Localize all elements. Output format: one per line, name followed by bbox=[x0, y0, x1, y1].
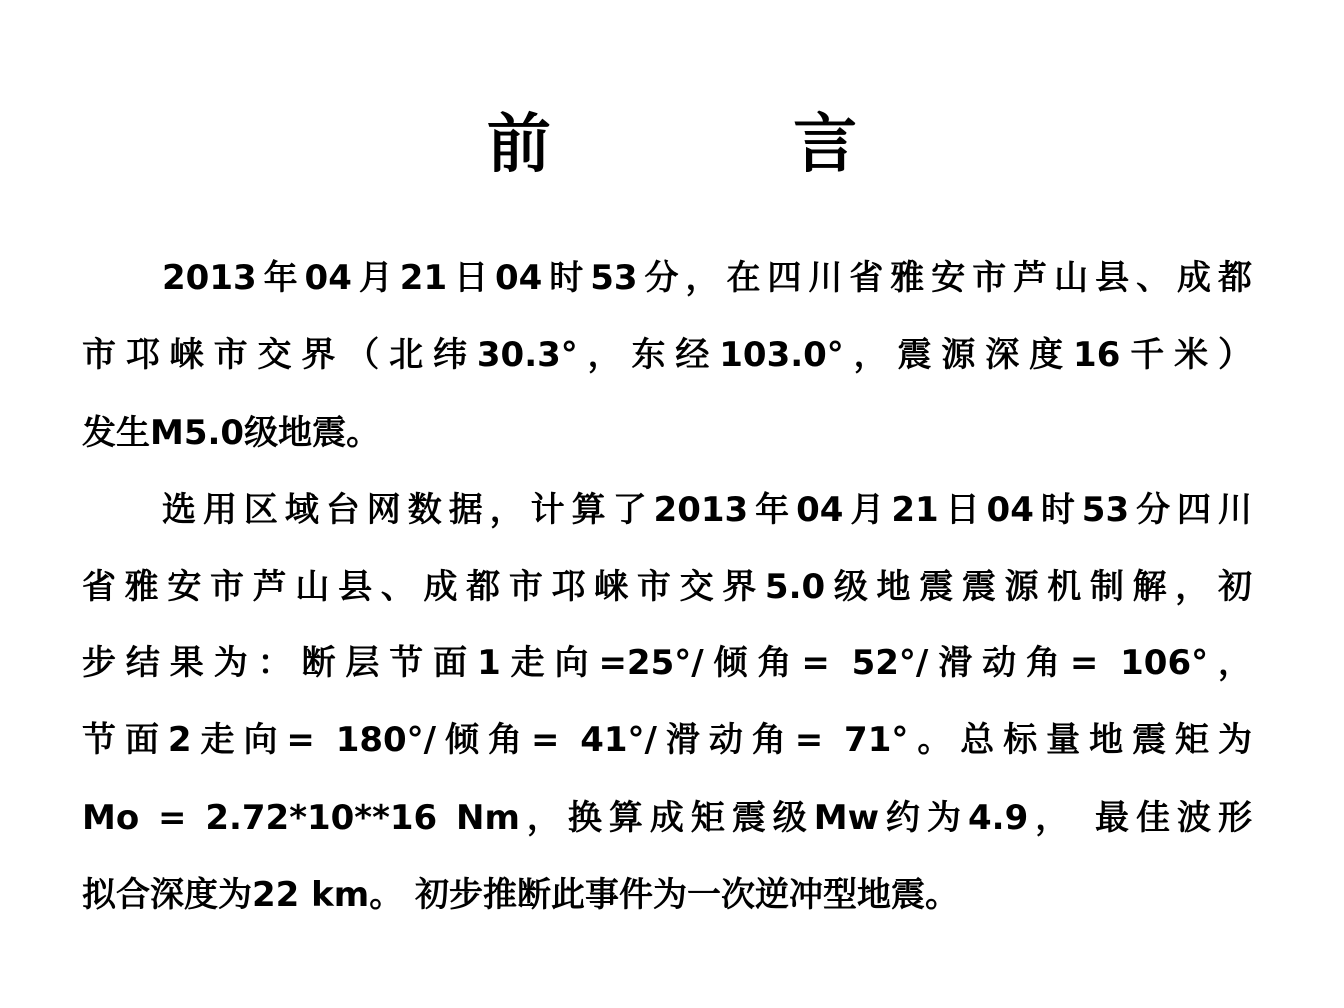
paragraph-2-line-5: Mo = 2.72*10**16 Nm，换算成矩震级Mw约为4.9， 最佳波形 bbox=[82, 798, 1252, 838]
paragraph-2-line-4: 节面2走向= 180°/倾角= 41°/滑动角= 71°。总标量地震矩为 bbox=[82, 720, 1252, 760]
paragraph-2-line-1: 选用区域台网数据，计算了2013年04月21日04时53分四川 bbox=[162, 490, 1252, 530]
page-title: 前 言 bbox=[486, 108, 968, 182]
paragraph-1-line-2: 市邛崃市交界（北纬30.3°，东经103.0°，震源深度16千米） bbox=[82, 335, 1252, 375]
paragraph-1-line-3: 发生M5.0级地震。 bbox=[82, 413, 381, 453]
paragraph-2-line-2: 省雅安市芦山县、成都市邛崃市交界5.0级地震震源机制解，初 bbox=[82, 567, 1252, 607]
paragraph-1-line-1: 2013年04月21日04时53分，在四川省雅安市芦山县、成都 bbox=[162, 258, 1252, 298]
paragraph-2-line-3: 步结果为：断层节面1走向=25°/倾角= 52°/滑动角= 106°， bbox=[82, 643, 1252, 683]
paragraph-2-line-6: 拟合深度为22 km。 初步推断此事件为一次逆冲型地震。 bbox=[82, 875, 960, 915]
